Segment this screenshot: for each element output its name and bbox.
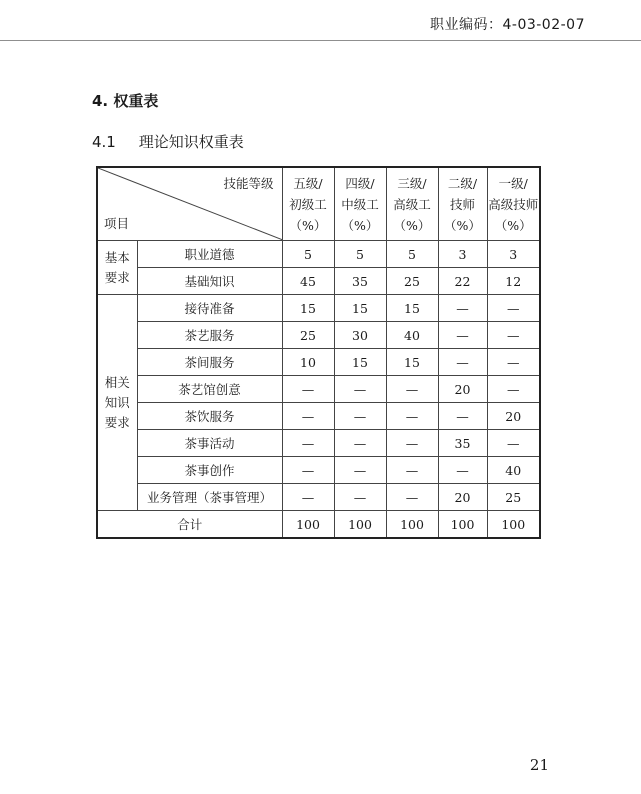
subsection-title-text: 理论知识权重表 xyxy=(138,133,244,151)
weight-value-cell: 5 xyxy=(386,241,438,268)
weight-value-cell: — xyxy=(282,430,334,457)
table-row xyxy=(97,484,540,511)
total-value-cell: 100 xyxy=(386,511,438,539)
weight-value-cell: — xyxy=(334,457,386,484)
weight-value-cell: — xyxy=(282,403,334,430)
weight-value-cell: — xyxy=(282,376,334,403)
weight-value-cell: 25 xyxy=(282,322,334,349)
weight-value-cell: 15 xyxy=(386,349,438,376)
subsection-number: 4.1 xyxy=(92,133,116,151)
weight-value-cell: 5 xyxy=(282,241,334,268)
table-row xyxy=(97,268,540,295)
weight-value-cell: 20 xyxy=(438,376,487,403)
item-name-cell: 职业道德 xyxy=(137,241,282,268)
weight-value-cell: — xyxy=(487,349,540,376)
table-row xyxy=(97,322,540,349)
weight-value-cell: 15 xyxy=(282,295,334,322)
weight-value-cell: — xyxy=(386,376,438,403)
weight-value-cell: 3 xyxy=(438,241,487,268)
weight-value-cell: — xyxy=(438,295,487,322)
weight-value-cell: 3 xyxy=(487,241,540,268)
theory-knowledge-weight-table xyxy=(96,166,541,539)
weight-value-cell: — xyxy=(438,349,487,376)
weight-value-cell: — xyxy=(386,484,438,511)
weight-value-cell: 30 xyxy=(334,322,386,349)
group-label-cell: 相关 知识 要求 xyxy=(97,295,137,511)
weight-value-cell: 25 xyxy=(487,484,540,511)
weight-value-cell: — xyxy=(334,403,386,430)
weight-value-cell: 45 xyxy=(282,268,334,295)
weight-value-cell: 25 xyxy=(386,268,438,295)
table-row xyxy=(97,430,540,457)
table-row xyxy=(97,376,540,403)
weight-value-cell: 20 xyxy=(438,484,487,511)
weight-value-cell: 15 xyxy=(334,349,386,376)
weight-value-cell: — xyxy=(334,376,386,403)
weight-value-cell: 35 xyxy=(438,430,487,457)
total-value-cell: 100 xyxy=(438,511,487,539)
total-label-cell: 合计 xyxy=(97,511,282,539)
level-header-1: 一级/ 高级技师 （%） xyxy=(487,167,540,241)
item-name-cell: 接待准备 xyxy=(137,295,282,322)
weight-value-cell: — xyxy=(386,430,438,457)
item-name-cell: 业务管理（茶事管理） xyxy=(137,484,282,511)
weight-value-cell: — xyxy=(438,322,487,349)
level-header-5: 五级/ 初级工 （%） xyxy=(282,167,334,241)
weight-value-cell: — xyxy=(487,295,540,322)
weight-value-cell: 40 xyxy=(386,322,438,349)
section-number: 4. xyxy=(92,92,109,110)
weight-value-cell: 35 xyxy=(334,268,386,295)
total-value-cell: 100 xyxy=(334,511,386,539)
weight-value-cell: 5 xyxy=(334,241,386,268)
page-number: 21 xyxy=(529,756,549,774)
item-name-cell: 茶饮服务 xyxy=(137,403,282,430)
weight-value-cell: — xyxy=(334,430,386,457)
weight-value-cell: — xyxy=(487,376,540,403)
occupation-code: 职业编码：4-03-02-07 xyxy=(429,17,585,33)
level-header-3: 三级/ 高级工 （%） xyxy=(386,167,438,241)
weight-value-cell: — xyxy=(386,457,438,484)
table-row xyxy=(97,295,540,322)
item-name-cell: 茶事活动 xyxy=(137,430,282,457)
item-name-cell: 茶间服务 xyxy=(137,349,282,376)
table-row xyxy=(97,457,540,484)
total-value-cell: 100 xyxy=(282,511,334,539)
section-title-text: 权重表 xyxy=(113,92,159,110)
table-row xyxy=(97,403,540,430)
level-header-4: 四级/ 中级工 （%） xyxy=(334,167,386,241)
weight-value-cell: — xyxy=(334,484,386,511)
weight-value-cell: 15 xyxy=(334,295,386,322)
corner-item-label: 项目 xyxy=(104,216,130,231)
corner-skill-level-label: 技能等级 xyxy=(223,176,274,191)
item-name-cell: 茶艺服务 xyxy=(137,322,282,349)
weight-value-cell: — xyxy=(487,322,540,349)
total-row xyxy=(97,511,540,539)
item-name-cell: 茶事创作 xyxy=(137,457,282,484)
item-name-cell: 茶艺馆创意 xyxy=(137,376,282,403)
weight-value-cell: 22 xyxy=(438,268,487,295)
header-divider xyxy=(0,40,641,41)
weight-value-cell: 15 xyxy=(386,295,438,322)
weight-value-cell: — xyxy=(487,430,540,457)
level-header-2: 二级/ 技师 （%） xyxy=(438,167,487,241)
group-label-cell: 基本 要求 xyxy=(97,241,137,295)
weight-value-cell: — xyxy=(282,457,334,484)
weight-value-cell: — xyxy=(386,403,438,430)
table-row xyxy=(97,241,540,268)
table-corner-cell xyxy=(97,167,282,241)
weight-value-cell: — xyxy=(282,484,334,511)
total-value-cell: 100 xyxy=(487,511,540,539)
weight-value-cell: 20 xyxy=(487,403,540,430)
table-header-row xyxy=(97,167,540,241)
subsection-title xyxy=(92,131,244,152)
weight-value-cell: — xyxy=(438,457,487,484)
weight-value-cell: 40 xyxy=(487,457,540,484)
section-title xyxy=(92,90,158,111)
table-row xyxy=(97,349,540,376)
weight-value-cell: — xyxy=(438,403,487,430)
weight-value-cell: 12 xyxy=(487,268,540,295)
weight-value-cell: 10 xyxy=(282,349,334,376)
item-name-cell: 基础知识 xyxy=(137,268,282,295)
